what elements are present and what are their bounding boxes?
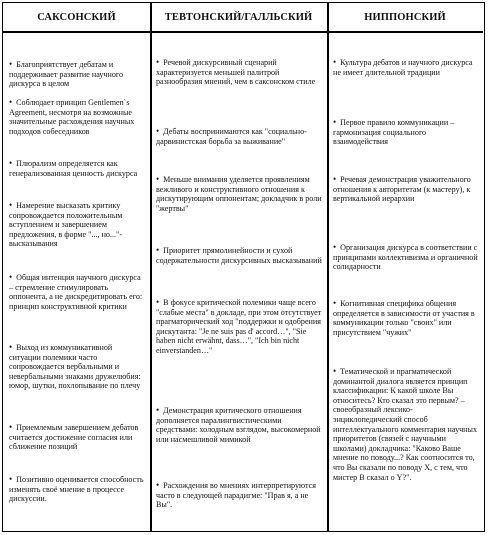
list-item: • Речевой дискурсивный сценарий характеризуется меньшей палитрой разнообразия мнений, чем в саксонском стиле: [156, 58, 322, 87]
list-item: • Приоритет прямолинейности и сухой содержательности дискурсивных высказываний: [156, 246, 322, 265]
list-item: • Тематической и прагматической доминантой диалога является принцип классификации: К какой школе Вы относитесь? Кто сказал это первым? – своеобразный лексико-энциклопедический способ интеллектуального комментария научных приоритетов (связей с научными школами) докладчика: "Каково Ваше мнение по поводу...? Как соотносится то, что Вы сказали по поводу X, с тем, что мистер В сказал о Y?".: [333, 367, 478, 482]
column-header-nipponic: НИППОНСКИЙ: [327, 3, 483, 33]
list-item: • Меньше внимания уделяется проявлениям вежливого и конструктивного отношения к дискутирующим оппонентам; докладчик в роли "жертвы": [156, 175, 322, 213]
list-item: • Соблюдает принцип Gentlemen`s Agreement, несмотря на возможные значительные расхождения научных подходов собеседников: [9, 98, 145, 136]
column-teutonic-gallic: [150, 33, 327, 531]
column-header-teutonic-gallic: ТЕВТОНСКИЙ/ГАЛЛЬСКИЙ: [150, 3, 327, 33]
list-item: • Когнитивная специфика общения определяется в зависимости от участия в коммуникации только "своих" или присутствием "чужих": [333, 299, 478, 337]
comparison-table: [2, 2, 485, 532]
list-item: • Намерение высказать критику сопровождается положительным вступлением и завершением предложения, в форме "..., но..."- высказывания: [9, 201, 145, 249]
list-item: • Приемлемым завершением дебатов считается достижение согласия или сближение позиций: [9, 423, 145, 452]
list-item: • Плюрализм определяется как генерализованная ценность дискурса: [9, 159, 145, 178]
list-item: • Речевая демонстрация уважительного отношения к авторитетам (к мастеру), к вертикальной иерархии: [333, 175, 478, 204]
column-nipponic: [327, 33, 483, 531]
list-item: • В фокусе критической полемики чаще всего "слабые места" в докладе, при этом отсутствует прагматорический ход "поддержки и одобрения дискутанта: "Je ne suis pas d' accord…", "Sie haben nicht erwähnt, dass…", "Ich bin nicht einverstanden…": [156, 298, 322, 356]
list-item: • Выход из коммуникативной ситуации полемики часто сопровождается вербальными и невербальными знаками дружелюбия: юмор, шутки, похлопывание по плечу: [9, 343, 145, 391]
list-item: • Первое правило коммуникации – гармонизация социального взаимодействия: [333, 118, 478, 147]
list-item: • Расхождения во мнениях интерпретируются часто в следующей парадигме: "Прав я, а не Вы".: [156, 481, 322, 510]
list-item: • Благоприятствует дебатам и поддерживает развитие научного дискурса в целом: [9, 60, 145, 89]
list-item: • Организация дискурса в соответствии с принципами коллективизма и органичной солидарности: [333, 243, 478, 272]
column-header-saxon: САКСОНСКИЙ: [3, 3, 150, 33]
column-saxon: [3, 33, 150, 531]
list-item: • Дебаты воспринимаются как "социально-дарвинистская борьба за выживание": [156, 127, 322, 146]
list-item: • Позитивно оценивается способность изменять своё мнение в процессе дискуссии.: [9, 475, 145, 504]
list-item: • Демонстрация критического отношения дополняется паралингвистическими средствами: холодным взглядом, высокомерной или насмешливой мимикой: [156, 406, 322, 444]
list-item: • Культура дебатов и научного дискурса не имеет длительной традиции: [333, 58, 478, 77]
list-item: • Общая интенция научного дискурса – стремление стимулировать оппонента, а не дискредитировать его: принцип конструктивной критики: [9, 273, 145, 311]
